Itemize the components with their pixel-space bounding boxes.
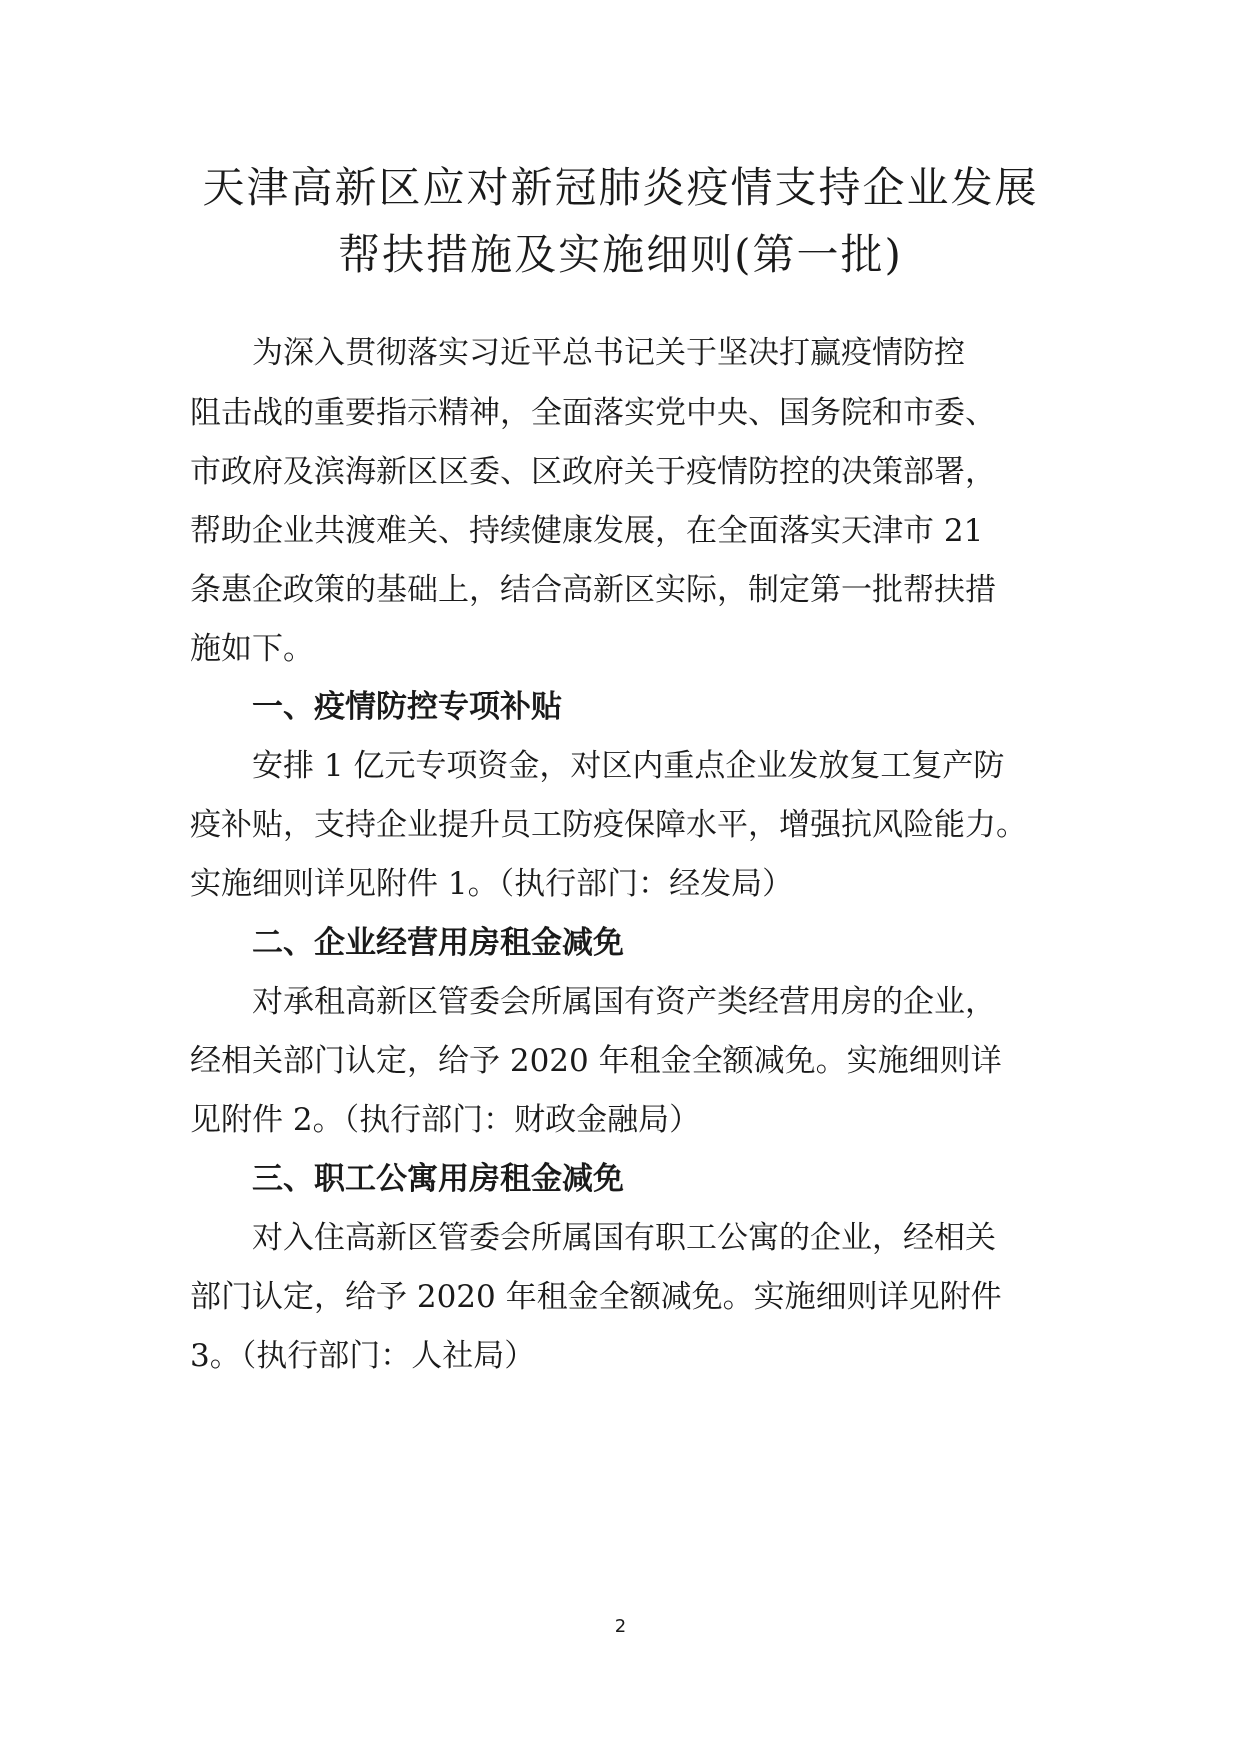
paragraph-line: 实施细则详见附件 1。（执行部门：经发局） bbox=[190, 866, 794, 902]
section-heading: 三、职工公寓用房租金减免 bbox=[252, 1161, 624, 1197]
section-heading: 二、企业经营用房租金减免 bbox=[252, 925, 624, 961]
paragraph-line: 部门认定，给予 2020 年租金全额减免。实施细则详见附件 bbox=[190, 1279, 1002, 1315]
paragraph-line: 疫补贴，支持企业提升员工防疫保障水平，增强抗风险能力。 bbox=[190, 807, 1027, 843]
document-title-line-2: 帮扶措施及实施细则(第一批) bbox=[338, 230, 903, 279]
paragraph-line: 经相关部门认定，给予 2020 年租金全额减免。实施细则详 bbox=[190, 1043, 1002, 1079]
section-heading: 一、疫情防控专项补贴 bbox=[252, 689, 562, 725]
paragraph-line: 对入住高新区管委会所属国有职工公寓的企业，经相关 bbox=[252, 1220, 996, 1256]
paragraph-line: 对承租高新区管委会所属国有资产类经营用房的企业， bbox=[252, 984, 996, 1020]
page-number: 2 bbox=[614, 1616, 627, 1637]
paragraph-line: 安排 1 亿元专项资金，对区内重点企业发放复工复产防 bbox=[252, 748, 1005, 784]
paragraph-line: 阻击战的重要指示精神，全面落实党中央、国务院和市委、 bbox=[190, 395, 996, 431]
paragraph-line: 帮助企业共渡难关、持续健康发展，在全面落实天津市 21 bbox=[190, 513, 984, 549]
paragraph-line: 施如下。 bbox=[190, 631, 314, 667]
paragraph-line: 为深入贯彻落实习近平总书记关于坚决打赢疫情防控 bbox=[252, 335, 965, 371]
paragraph-line: 市政府及滨海新区区委、区政府关于疫情防控的决策部署， bbox=[190, 454, 996, 490]
paragraph-line: 3。（执行部门：人社局） bbox=[190, 1338, 536, 1374]
document-title-line-1: 天津高新区应对新冠肺炎疫情支持企业发展 bbox=[202, 163, 1039, 212]
paragraph-line: 见附件 2。（执行部门：财政金融局） bbox=[190, 1102, 701, 1138]
paragraph-line: 条惠企政策的基础上，结合高新区实际，制定第一批帮扶措 bbox=[190, 572, 996, 608]
